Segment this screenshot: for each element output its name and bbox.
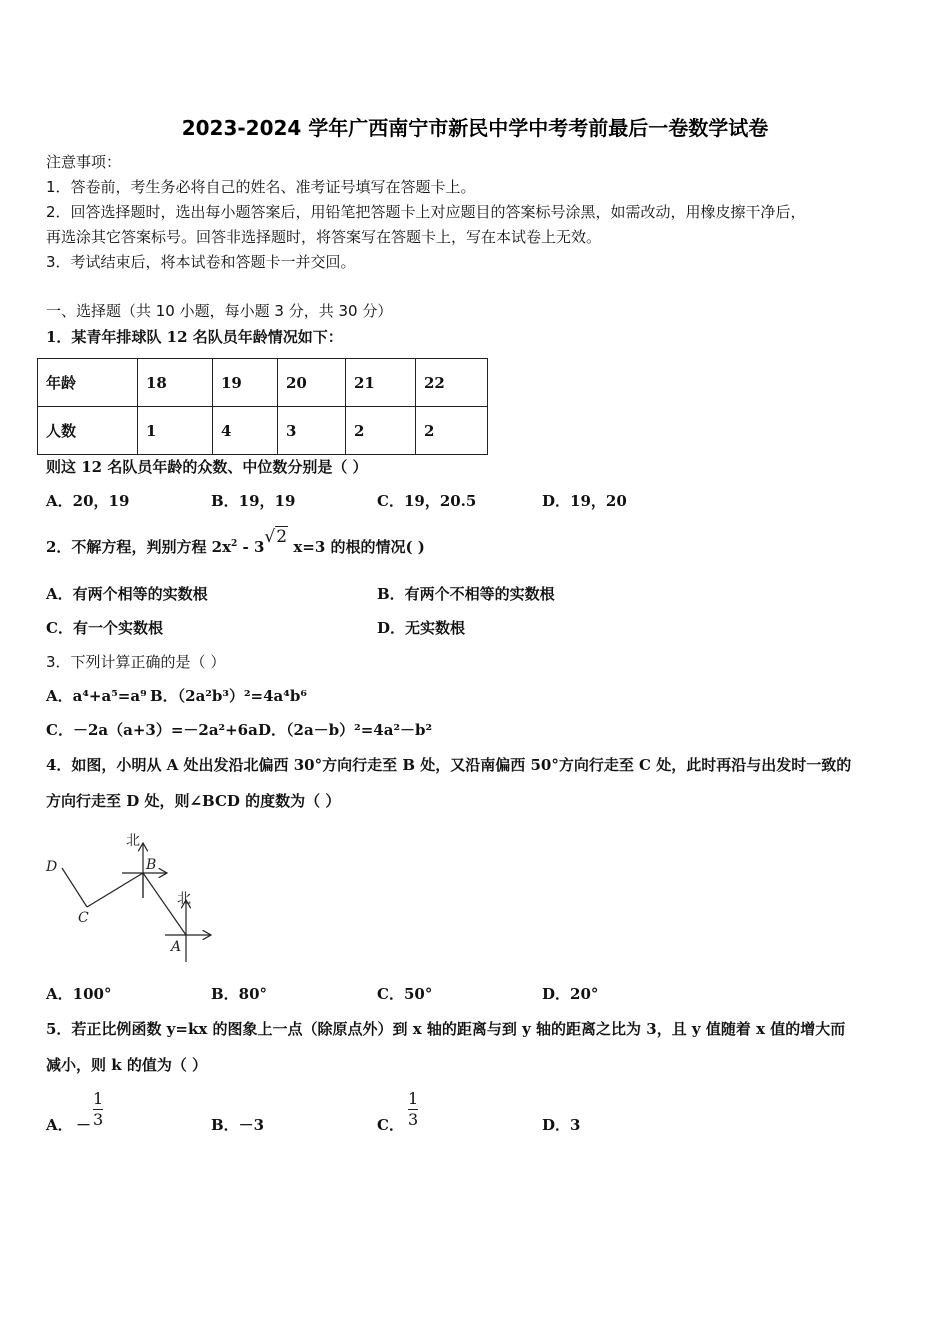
q4-stem-line1: 4．如图，小明从 A 处出发沿北偏西 30°方向行走至 B 处，又沿南偏西 50°方向行走至 C 处，此时再沿与出发时一致的 xyxy=(46,756,852,774)
q4-option-c: C．50° xyxy=(377,985,433,1003)
q3-stem: 3．下列计算正确的是（ ） xyxy=(46,653,226,671)
q2-option-b: B．有两个不相等的实数根 xyxy=(377,585,555,603)
fraction-numerator: 1 xyxy=(408,1089,419,1108)
q2-stem-post: x=3 的根的情况( ) xyxy=(288,538,425,556)
table-row xyxy=(38,407,488,455)
q2-stem-pre: 2．不解方程，判别方程 2x xyxy=(46,538,232,556)
table-cell: 3 xyxy=(278,407,346,455)
fraction-denominator: 3 xyxy=(93,1110,104,1129)
q1-option-a: A．20，19 xyxy=(46,492,130,510)
notice-item-3: 3．考试结束后，将本试卷和答题卡一并交回。 xyxy=(46,253,356,271)
table-cell: 1 xyxy=(138,407,213,455)
q2-radicand: 2 xyxy=(276,527,288,547)
notice-item-1: 1．答卷前，考生务必将自己的姓名、准考证号填写在答题卡上。 xyxy=(46,178,476,196)
q3-option-d: D．（2a－b）²=4a²－b² xyxy=(258,721,433,739)
q4-option-b: B．80° xyxy=(211,985,268,1003)
notice-item-2: 2．回答选择题时，选出每小题答案后，用铅笔把答题卡上对应题目的答案标号涂黑，如需改动，用橡皮擦干净后， xyxy=(46,203,806,221)
q4-option-a: A．100° xyxy=(46,985,112,1003)
table-cell: 21 xyxy=(346,359,416,407)
q2-stem-mid: - 3 xyxy=(237,538,265,556)
direction-diagram xyxy=(35,825,225,970)
fraction-numerator: 1 xyxy=(93,1089,104,1108)
table-cell: 2 xyxy=(416,407,488,455)
north-label-a: 北 xyxy=(177,891,191,907)
q5-option-a-fraction xyxy=(93,1090,103,1129)
page-title: 2023-2024 学年广西南宁市新民中学中考考前最后一卷数学试卷 xyxy=(181,116,769,140)
table-cell: 18 xyxy=(138,359,213,407)
q2-stem xyxy=(46,527,425,557)
table-header-age: 年龄 xyxy=(38,359,138,407)
point-a-label: A xyxy=(171,939,182,955)
point-c-label: C xyxy=(78,910,89,926)
q1-stem: 1．某青年排球队 12 名队员年龄情况如下： xyxy=(46,328,343,346)
q2-option-c: C．有一个实数根 xyxy=(46,619,163,637)
q5-option-b: B．－3 xyxy=(211,1116,265,1134)
q1-option-d: D．19，20 xyxy=(542,492,627,510)
table-cell: 19 xyxy=(213,359,278,407)
q3-option-a: A．a⁴+a⁵=a⁹ xyxy=(46,687,147,705)
q2-option-d: D．无实数根 xyxy=(377,619,466,637)
sqrt-symbol: √2 xyxy=(264,527,288,547)
notice-heading: 注意事项： xyxy=(46,153,122,171)
point-b-label: B xyxy=(146,857,157,873)
q4-stem-line2: 方向行走至 D 处，则∠BCD 的度数为（ ） xyxy=(46,792,341,810)
q5-option-a-label: A． xyxy=(46,1116,73,1134)
q1-option-c: C．19，20.5 xyxy=(377,492,477,510)
table-row xyxy=(38,359,488,407)
table-cell: 22 xyxy=(416,359,488,407)
q1-stem2: 则这 12 名队员年龄的众数、中位数分别是（ ） xyxy=(46,458,368,476)
q5-stem-line2: 减小，则 k 的值为（ ） xyxy=(46,1056,208,1074)
q3-option-b: B．（2a²b³）²=4a⁴b⁶ xyxy=(150,687,307,705)
table-header-count: 人数 xyxy=(38,407,138,455)
q1-option-b: B．19，19 xyxy=(211,492,296,510)
age-table xyxy=(37,358,488,455)
q5-option-a-sign: － xyxy=(76,1116,92,1134)
section-heading: 一、选择题（共 10 小题，每小题 3 分，共 30 分） xyxy=(46,302,393,320)
table-cell: 2 xyxy=(346,407,416,455)
north-label-b: 北 xyxy=(126,833,140,849)
q5-option-d: D．3 xyxy=(542,1116,581,1134)
q2-exponent: 2 xyxy=(231,539,238,549)
fraction-denominator: 3 xyxy=(408,1110,419,1129)
q2-option-a: A．有两个相等的实数根 xyxy=(46,585,208,603)
table-cell: 20 xyxy=(278,359,346,407)
notice-item-2-cont: 再选涂其它答案标号。回答非选择题时，将答案写在答题卡上，写在本试卷上无效。 xyxy=(46,228,602,246)
q5-stem-line1: 5．若正比例函数 y=kx 的图象上一点（除原点外）到 x 轴的距离与到 y 轴的距离之比为 3，且 y 值随着 x 值的增大而 xyxy=(46,1020,846,1038)
direction-diagram-svg xyxy=(35,825,225,970)
q5-option-c-label: C． xyxy=(377,1116,404,1134)
q5-option-c-fraction xyxy=(408,1090,418,1129)
q4-option-d: D．20° xyxy=(542,985,599,1003)
q3-option-c: C．－2a（a+3）=－2a²+6a xyxy=(46,721,258,739)
table-cell: 4 xyxy=(213,407,278,455)
point-d-label: D xyxy=(46,859,58,875)
